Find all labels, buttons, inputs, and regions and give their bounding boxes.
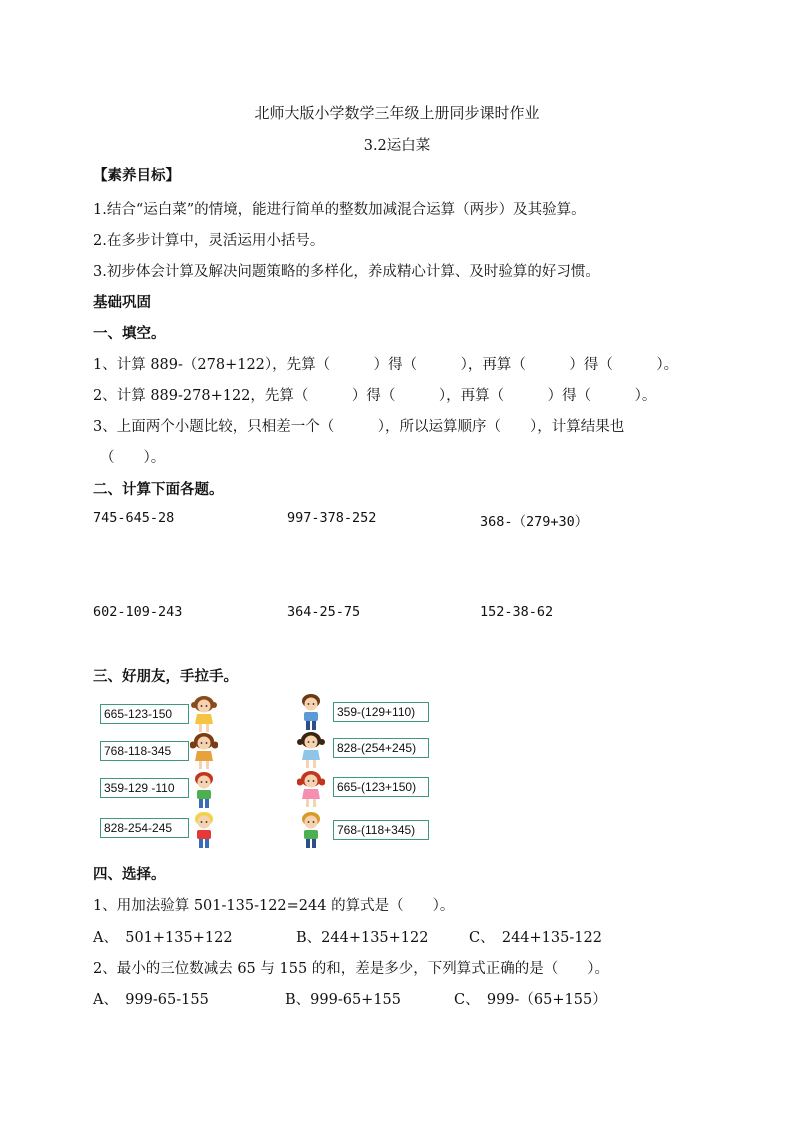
- choice-1-option-a: A、 501+135+122: [93, 930, 233, 946]
- choice-question-1: 1、用加法验算 501-135-122=244 的算式是（ ）。: [93, 898, 455, 914]
- right-card-4: 768-(118+345): [333, 820, 429, 840]
- calc-3: 368-（279+30）: [480, 514, 589, 530]
- choice-1-option-c: C、 244+135-122: [469, 930, 602, 946]
- goal-item-1: 1.结合“运白菜”的情境，能进行简单的整数加减混合运算（两步）及其验算。: [93, 202, 586, 218]
- left-card-3: 359-129 -110: [100, 778, 189, 798]
- goal-item-3: 3.初步体会计算及解决问题策略的多样化，养成精心计算、及时验算的好习惯。: [93, 264, 600, 280]
- boy-icon: [190, 770, 218, 810]
- right-card-1: 359-(129+110): [333, 702, 429, 722]
- right-card-2: 828-(254+245): [333, 738, 429, 758]
- girl-icon: [297, 769, 325, 809]
- choice-question-2: 2、最小的三位数减去 65 与 155 的和，差是多少，下列算式正确的是（ ）。: [93, 961, 610, 977]
- basic-heading: 基础巩固: [93, 294, 151, 311]
- left-card-2: 768-118-345: [100, 741, 189, 761]
- worksheet-title: 北师大版小学数学三年级上册同步课时作业: [254, 104, 540, 122]
- calc-6: 152-38-62: [480, 604, 554, 620]
- fill-question-3-line1: 3、上面两个小题比较，只相差一个（ ），所以运算顺序（ ），计算结果也: [93, 419, 625, 435]
- goals-heading: 【素养目标】: [93, 167, 180, 184]
- fill-question-1: 1、计算 889-（278+122），先算（ ）得（ ），再算（ ）得（ ）。: [93, 357, 679, 373]
- left-card-1: 665-123-150: [100, 704, 189, 724]
- calc-2: 997-378-252: [287, 510, 377, 526]
- part3-heading: 三、好朋友，手拉手。: [93, 668, 238, 685]
- fill-question-2: 2、计算 889-278+122，先算（ ）得（ ），再算（ ）得（ ）。: [93, 388, 657, 404]
- calc-1: 745-645-28: [93, 510, 175, 526]
- boy-icon: [190, 810, 218, 850]
- part2-heading: 二、计算下面各题。: [93, 481, 224, 498]
- choice-2-option-c: C、 999-（65+155）: [454, 992, 607, 1008]
- choice-1-option-b: B、244+135+122: [296, 930, 429, 946]
- fill-question-3-line2: （ ）。: [100, 450, 166, 466]
- lesson-title: 3.2运白菜: [363, 138, 431, 154]
- girl-icon: [190, 694, 218, 734]
- goal-item-2: 2.在多步计算中，灵活运用小括号。: [93, 233, 325, 249]
- choice-2-option-b: B、999-65+155: [285, 992, 402, 1008]
- girl-icon: [297, 730, 325, 770]
- calc-4: 602-109-243: [93, 604, 183, 620]
- boy-icon: [297, 810, 325, 850]
- calc-5: 364-25-75: [287, 604, 361, 620]
- part1-heading: 一、填空。: [93, 325, 166, 342]
- choice-2-option-a: A、 999-65-155: [93, 992, 209, 1008]
- part4-heading: 四、选择。: [93, 866, 166, 883]
- boy-icon: [297, 692, 325, 732]
- left-card-4: 828-254-245: [100, 818, 189, 838]
- right-card-3: 665-(123+150): [333, 777, 429, 797]
- girl-icon: [190, 731, 218, 771]
